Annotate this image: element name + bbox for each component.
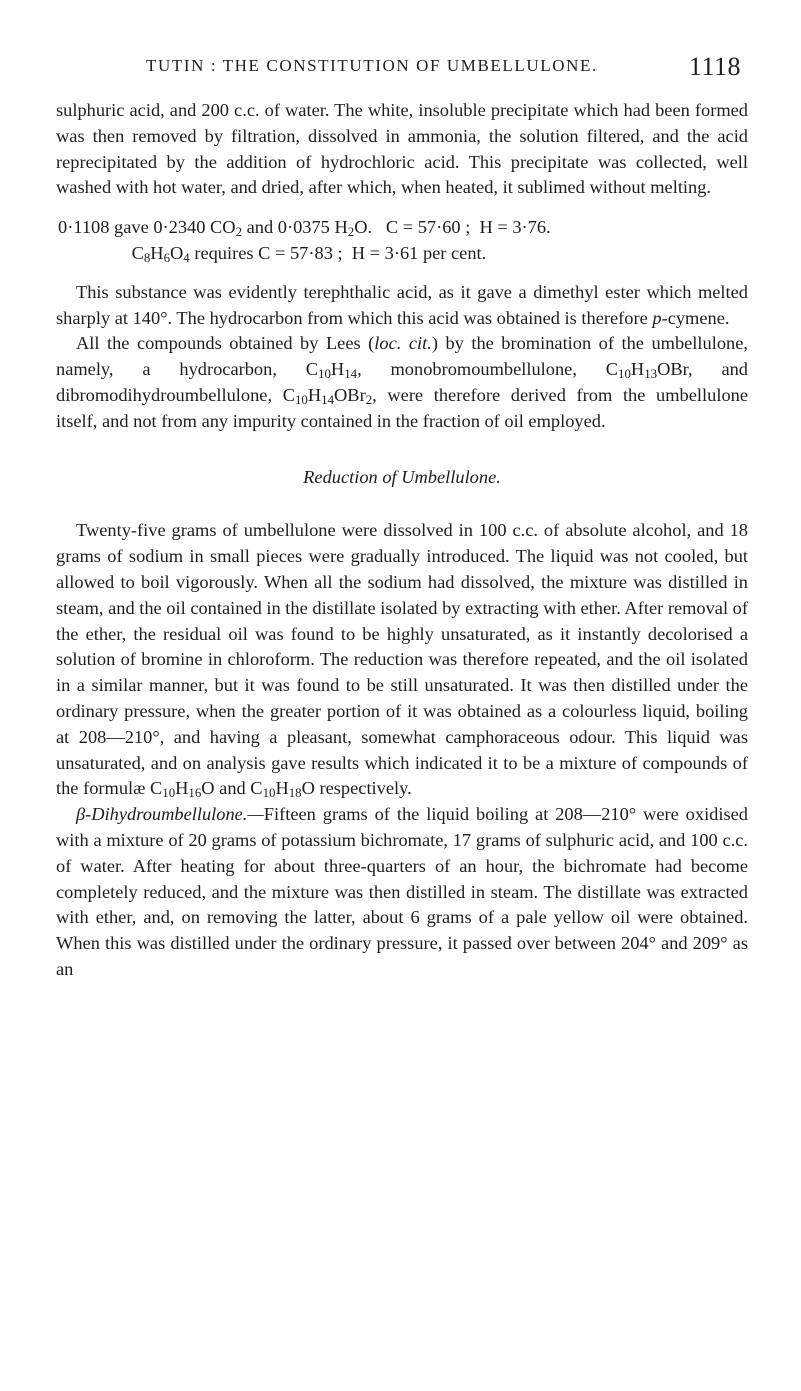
section-heading: Reduction of Umbellulone. (303, 466, 501, 487)
article-body (56, 98, 748, 983)
page-header (146, 52, 741, 82)
paragraph-4: Twenty-five grams of umbellulone were dissolved in 100 c.c. of absolute alcohol, and 18 grams of sodium in small pieces were gradually introduced. The liquid was not cooled, but allowed to boil vigorously. When all the sodium had dissolved, the mixture was distilled in steam, and the oil contained in the distillate isolated by extracting with ether. After removal of the ether, the residual oil was found to be highly unsaturated, as it instantly decolorised a solution of bromine in chloroform. The reduction was therefore repeated, and the oil isolated in a similar manner, but it was found to be still unsaturated. It was then distilled under the ordinary pressure, when the greater portion of it was obtained as a colourless liquid, boiling at 208—210°, and having a pleasant, somewhat camphoraceous odour. This liquid was unsaturated, and on analysis gave results which indicated it to be a mixture of compounds of the formulæ $C_{10}H_{16}O$ and $C_{10}H_{18}O$ respectively. (56, 520, 749, 801)
paragraph-1: sulphuric acid, and 200 c.c. of water. The white, insoluble precipitate which had been formed was then removed by filtration, dissolved in ammonia, the solution filtered, and the acid reprecipitated by the addition of hydrochloric acid. This precipitate was collected, well washed with hot water, and dried, after which, when heated, it sublimed without melting. (56, 100, 748, 198)
running-head: TUTIN : THE CONSTITUTION OF UMBELLULONE. (146, 56, 598, 75)
elemental-analysis (56, 215, 748, 267)
paragraph-5: β-Dihydroumbellulone.—Fifteen grams of the liquid boiling at 208—210° were oxidised with a mixture of 20 grams of potassium bichromate, 17 grams of sulphuric acid, and 100 c.c. of water. After heating for about three-quarters of an hour, the bichromate had become completely reduced, and the mixture was then distilled in steam. The distillate was extracted with ether, and, on removing the latter, about 6 grams of a pale yellow oil were obtained. When this was distilled under the ordinary pressure, it passed over between 204° and 209° as an (56, 804, 748, 979)
paragraph-3: All the compounds obtained by Lees (loc. cit.) by the bromination of the umbellulone, namely, a hydrocarbon, $C_{10}H_{14}$, monobromoumbellulone, $C_{10}H_{13}OBr$, and dibromodihydroumbellulone, $C_{10}H_{14}OBr_2$, were therefore derived from the umbellulone itself, and not from any impurity contained in the fraction of oil employed. (56, 333, 749, 431)
run-in-heading: β-Dihydroumbellulone.— (76, 804, 264, 825)
page-number: 1118 (688, 52, 741, 81)
analysis-required: $C_8H_6O_4$ requires C = 57·83 ; H = 3·61 per cent. (58, 242, 487, 266)
paragraph-2: This substance was evidently terephthalic acid, as it gave a dimethyl ester which melted sharply at 140°. The hydrocarbon from which this acid was obtained is therefore p-cymene. (56, 281, 748, 328)
analysis-found: 0·1108 gave 0·2340 $CO_2$ and 0·0375 $H_2O$. C = 57·60 ; H = 3·76. (58, 217, 551, 240)
